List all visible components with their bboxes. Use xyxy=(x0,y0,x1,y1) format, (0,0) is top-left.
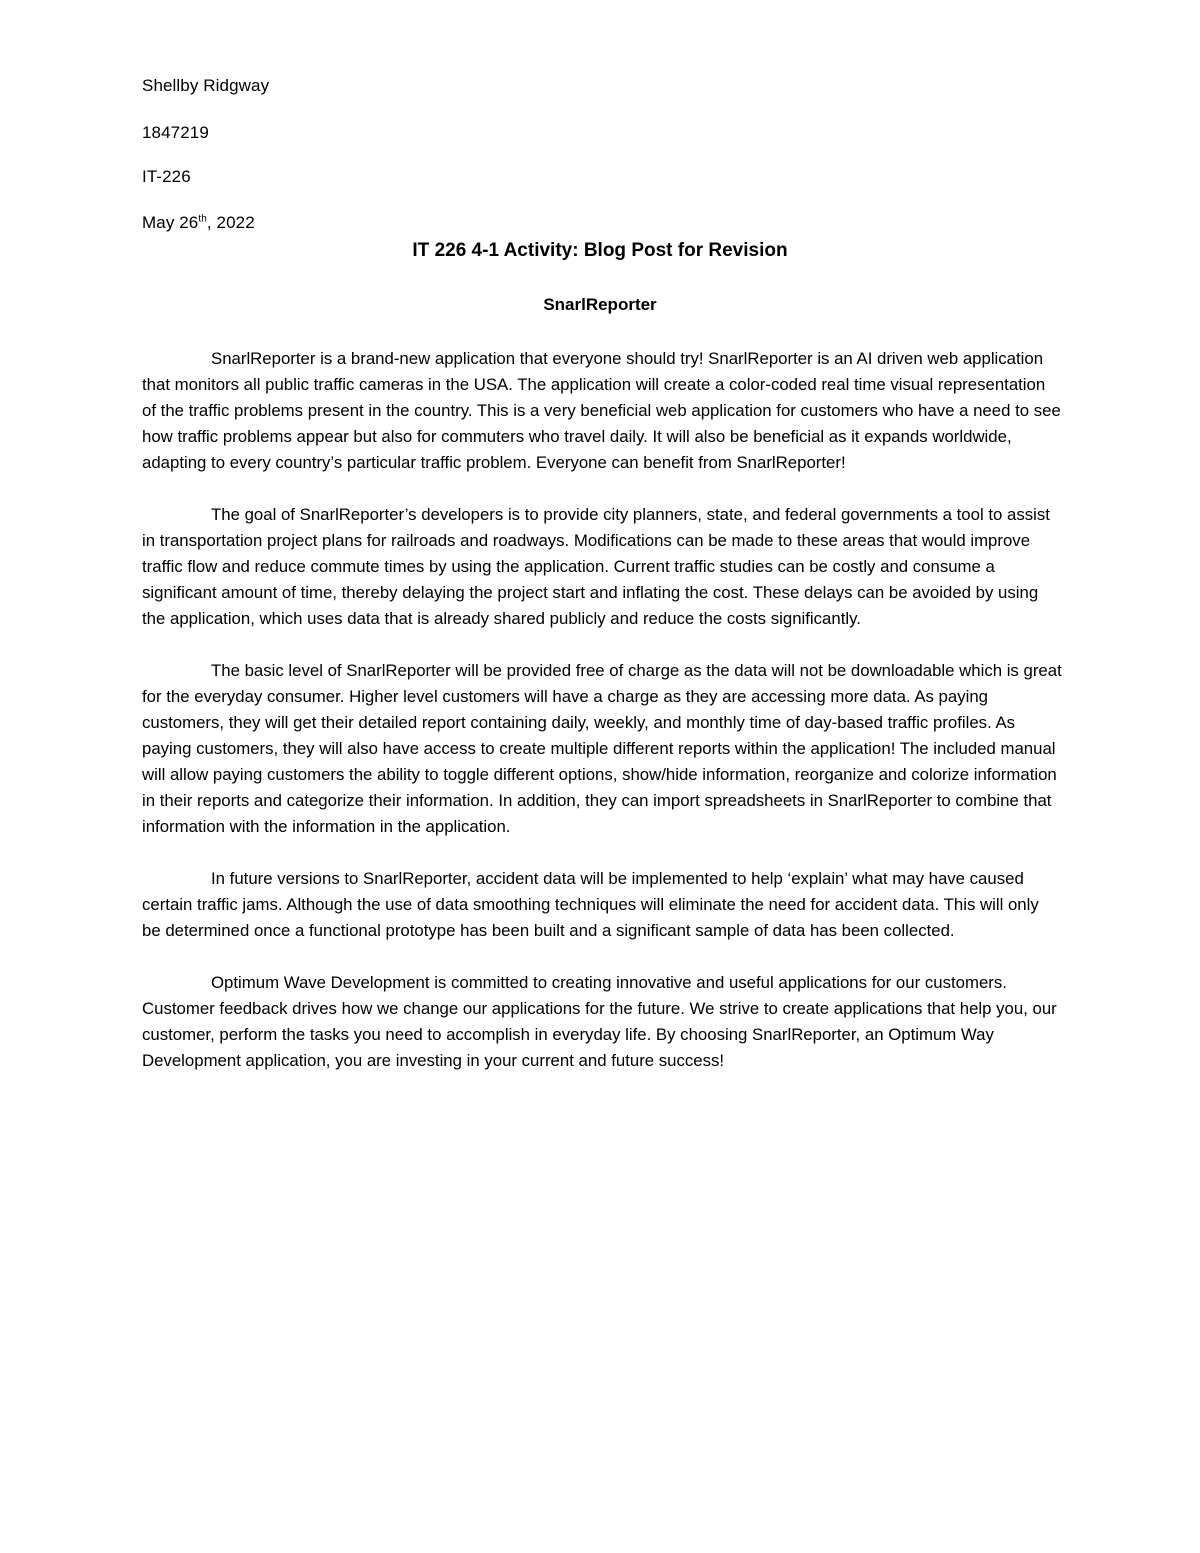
student-id: 1847219 xyxy=(142,123,209,142)
body-paragraph-1: SnarlReporter is a brand-new application that everyone should try! SnarlReporter is an AI driven web application that monitors all public traffic cameras in the USA. The application will create a color-coded real time visual representation of the traffic problems present in the country. This is a very beneficial web application for customers who have a need to see how traffic problems appear but also for commuters who travel daily. It will also be beneficial as it expands worldwide, adapting to every country’s particular traffic problem. Everyone can benefit from SnarlReporter! xyxy=(142,349,1061,472)
date-ordinal-suffix: th xyxy=(198,213,207,225)
date-month-day: May 26 xyxy=(142,213,199,232)
document-body xyxy=(142,346,1062,1100)
date-year: , 2022 xyxy=(206,213,255,232)
document-subtitle: SnarlReporter xyxy=(543,295,657,314)
body-paragraph-3: The basic level of SnarlReporter will be provided free of charge as the data will not be downloadable which is great for the everyday consumer. Higher level customers will have a charge as they are accessing more data. As paying customers, they will get their detailed report containing daily, weekly, and monthly time of day-based traffic profiles. As paying customers, they will also have access to create multiple different reports within the application! The included manual will allow paying customers the ability to toggle different options, show/hide information, reorganize and colorize information in their reports and categorize their information. In addition, they can import spreadsheets in SnarlReporter to combine that information with the information in the application. xyxy=(142,661,1062,836)
body-paragraph-5: Optimum Wave Development is committed to creating innovative and useful applications for our customers. Customer feedback drives how we change our applications for the future. We strive to create applications that help you, our customer, perform the tasks you need to accomplish in everyday life. By choosing SnarlReporter, an Optimum Way Development application, you are investing in your current and future success! xyxy=(142,973,1057,1070)
document-date xyxy=(142,212,255,234)
course-code: IT-226 xyxy=(142,167,191,186)
author-name: Shellby Ridgway xyxy=(142,76,270,95)
body-paragraph-2: The goal of SnarlReporter’s developers is to provide city planners, state, and federal governments a tool to assist in transportation project plans for railroads and roadways. Modifications can be made to these areas that would improve traffic flow and reduce commute times by using the application. Current traffic studies can be costly and consume a significant amount of time, thereby delaying the project start and inflating the cost. These delays can be avoided by using the application, which uses data that is already shared publicly and reduce the costs significantly. xyxy=(142,505,1050,628)
document-title: IT 226 4-1 Activity: Blog Post for Revision xyxy=(412,240,788,261)
body-paragraph-4: In future versions to SnarlReporter, accident data will be implemented to help ‘explain’ what may have caused certain traffic jams. Although the use of data smoothing techniques will eliminate the need for accident data. This will only be determined once a functional prototype has been built and a significant sample of data has been collected. xyxy=(142,869,1039,940)
